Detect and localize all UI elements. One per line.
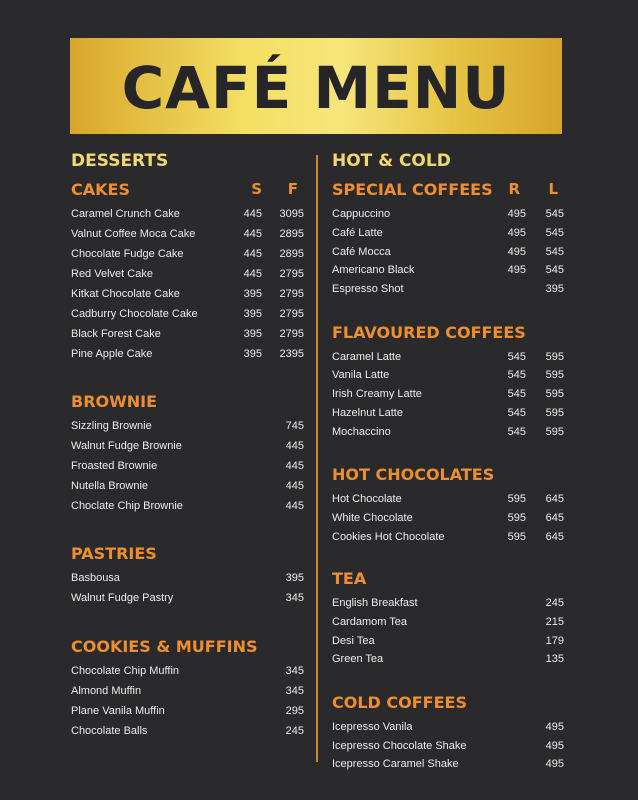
- price-l: 545: [545, 208, 564, 221]
- menu-item: [332, 205, 564, 224]
- price-r: 545: [507, 406, 526, 419]
- item-price: 135: [545, 653, 564, 666]
- item-price: 445: [285, 480, 304, 492]
- item-name: Icepresso Chocolate Shake: [332, 739, 467, 752]
- menu-item: [71, 284, 304, 304]
- menu-item: [332, 631, 564, 650]
- size-label-l: L: [548, 180, 558, 198]
- price-l: 595: [545, 425, 564, 438]
- group-title-hot-cold: HOT & COLD: [332, 151, 451, 171]
- menu-item: [71, 436, 304, 456]
- menu-item: [71, 588, 304, 608]
- item-price: 179: [545, 634, 564, 647]
- price-s: 445: [243, 268, 262, 280]
- menu-item: [332, 509, 564, 528]
- menu-item: [71, 701, 304, 721]
- price-r: 595: [507, 530, 526, 543]
- price-l: 545: [545, 264, 564, 277]
- menu-item: [71, 304, 304, 324]
- item-price: 445: [285, 500, 304, 512]
- item-price: 395: [285, 572, 304, 584]
- menu-item: [332, 718, 564, 737]
- price-f: 2395: [279, 348, 304, 360]
- price-l: 395: [545, 283, 564, 296]
- item-name: Valnut Coffee Moca Cake: [71, 228, 196, 240]
- pastries-list: [71, 568, 304, 608]
- price-r: 545: [507, 388, 526, 401]
- item-name: Walnut Fudge Pastry: [71, 592, 174, 604]
- price-f: 3095: [279, 208, 304, 220]
- menu-item: [71, 721, 304, 741]
- section-tea-header: [332, 567, 564, 591]
- menu-item: [71, 416, 304, 436]
- hot-chocolates-list: [332, 490, 564, 546]
- price-f: 2895: [279, 248, 304, 260]
- section-title: SPECIAL COFFEES: [332, 179, 493, 199]
- menu-item: [332, 736, 564, 755]
- menu-item: [71, 324, 304, 344]
- price-r: 545: [507, 350, 526, 363]
- item-name: Americano Black: [332, 264, 415, 277]
- price-f: 2795: [279, 308, 304, 320]
- price-l: 595: [545, 350, 564, 363]
- item-name: Nutella Brownie: [71, 480, 149, 492]
- item-name: Vanila Latte: [332, 369, 390, 382]
- menu-item: [71, 476, 304, 496]
- price-l: 545: [545, 245, 564, 258]
- price-r: 495: [507, 208, 526, 221]
- size-label-f: F: [287, 180, 298, 198]
- tea-list: [332, 594, 564, 669]
- menu-item: [332, 755, 564, 774]
- menu-item: [71, 244, 304, 264]
- price-l: 645: [545, 530, 564, 543]
- menu-item: [332, 650, 564, 669]
- section-title: HOT CHOCOLATES: [332, 465, 495, 485]
- item-name: Froasted Brownie: [71, 460, 158, 472]
- price-s: 395: [243, 328, 262, 340]
- section-title: COLD COFFEES: [332, 693, 467, 713]
- menu-item: [332, 224, 564, 243]
- price-r: 495: [507, 245, 526, 258]
- item-price: 745: [285, 420, 304, 432]
- item-name: English Breakfast: [332, 597, 418, 610]
- menu-item: [71, 661, 304, 681]
- column-divider: [316, 155, 318, 762]
- item-name: Hot Chocolate: [332, 493, 402, 506]
- menu-item: [332, 613, 564, 632]
- menu-item: [332, 527, 564, 546]
- section-title: BROWNIE: [71, 391, 158, 411]
- menu-item: [71, 344, 304, 364]
- cold-coffees-list: [332, 718, 564, 774]
- item-price: 495: [545, 739, 564, 752]
- price-l: 595: [545, 406, 564, 419]
- section-title: FLAVOURED COFFEES: [332, 322, 526, 342]
- price-l: 645: [545, 493, 564, 506]
- menu-item: [332, 347, 564, 366]
- item-name: Red Velvet Cake: [71, 268, 153, 280]
- section-title: PASTRIES: [71, 543, 157, 563]
- section-cold-coffees-header: [332, 691, 564, 715]
- item-price: 245: [285, 725, 304, 737]
- item-name: Caramel Crunch Cake: [71, 208, 180, 220]
- menu-item: [332, 280, 564, 299]
- special-coffees-list: [332, 205, 564, 298]
- menu-item: [332, 404, 564, 423]
- section-title: TEA: [332, 569, 367, 589]
- size-label-s: S: [251, 180, 262, 198]
- menu-item: [332, 594, 564, 613]
- item-name: Chocolate Balls: [71, 725, 148, 737]
- menu-item: [332, 261, 564, 280]
- price-f: 2895: [279, 228, 304, 240]
- item-price: 345: [285, 685, 304, 697]
- group-title-desserts: DESSERTS: [71, 151, 169, 171]
- item-name: Sizzling Brownie: [71, 420, 152, 432]
- menu-item: [332, 385, 564, 404]
- menu-item: [332, 422, 564, 441]
- item-price: 495: [545, 758, 564, 771]
- price-s: 395: [243, 288, 262, 300]
- menu-item: [71, 681, 304, 701]
- item-price: 445: [285, 460, 304, 472]
- price-r: 545: [507, 425, 526, 438]
- title-banner: [70, 38, 562, 134]
- item-name: Café Latte: [332, 227, 383, 240]
- menu-item: [71, 264, 304, 284]
- menu-item: [332, 242, 564, 261]
- price-l: 645: [545, 511, 564, 524]
- section-pastries-header: [71, 541, 304, 565]
- price-l: 595: [545, 369, 564, 382]
- price-s: 445: [243, 228, 262, 240]
- section-cookies-header: [71, 634, 304, 658]
- item-name: Caramel Latte: [332, 350, 402, 363]
- price-r: 545: [507, 369, 526, 382]
- item-name: Icepresso Vanila: [332, 721, 413, 734]
- item-name: Almond Muffin: [71, 685, 142, 697]
- price-f: 2795: [279, 268, 304, 280]
- item-name: Pine Apple Cake: [71, 348, 153, 360]
- price-r: 595: [507, 493, 526, 506]
- item-name: Basbousa: [71, 572, 120, 584]
- section-brownie-header: [71, 389, 304, 413]
- item-name: White Chocolate: [332, 511, 413, 524]
- item-name: Kitkat Chocolate Cake: [71, 288, 180, 300]
- item-price: 215: [545, 615, 564, 628]
- item-name: Espresso Shot: [332, 283, 404, 296]
- item-name: Desi Tea: [332, 634, 375, 647]
- price-f: 2795: [279, 328, 304, 340]
- cakes-list: [71, 204, 304, 364]
- section-hot-chocolates-header: [332, 463, 564, 487]
- price-r: 595: [507, 511, 526, 524]
- menu-item: [71, 204, 304, 224]
- menu-item: [71, 496, 304, 516]
- item-name: Café Mocca: [332, 245, 391, 258]
- right-column: [332, 150, 564, 774]
- item-price: 345: [285, 592, 304, 604]
- item-name: Cadburry Chocolate Cake: [71, 308, 198, 320]
- item-name: Chocolate Chip Muffin: [71, 665, 180, 677]
- price-r: 495: [507, 227, 526, 240]
- item-name: Black Forest Cake: [71, 328, 161, 340]
- price-l: 595: [545, 388, 564, 401]
- flavoured-coffees-list: [332, 347, 564, 440]
- price-s: 395: [243, 308, 262, 320]
- price-l: 545: [545, 227, 564, 240]
- item-name: Irish Creamy Latte: [332, 388, 422, 401]
- item-name: Walnut Fudge Brownie: [71, 440, 182, 452]
- menu-item: [71, 224, 304, 244]
- section-cakes-header: [71, 177, 304, 201]
- menu-item: [332, 366, 564, 385]
- item-name: Cappuccino: [332, 208, 391, 221]
- price-s: 395: [243, 348, 262, 360]
- item-name: Green Tea: [332, 653, 384, 666]
- brownie-list: [71, 416, 304, 516]
- item-price: 495: [545, 721, 564, 734]
- section-title: COOKIES & MUFFINS: [71, 636, 258, 656]
- price-s: 445: [243, 208, 262, 220]
- item-name: Hazelnut Latte: [332, 406, 403, 419]
- price-f: 2795: [279, 288, 304, 300]
- item-name: Chocolate Fudge Cake: [71, 248, 184, 260]
- item-price: 245: [545, 597, 564, 610]
- menu-item: [332, 490, 564, 509]
- left-column: [71, 150, 304, 741]
- menu-item: [71, 568, 304, 588]
- item-name: Mochaccino: [332, 425, 391, 438]
- item-name: Cookies Hot Chocolate: [332, 530, 445, 543]
- section-flavoured-header: [332, 320, 564, 344]
- item-price: 345: [285, 665, 304, 677]
- item-price: 445: [285, 440, 304, 452]
- menu-item: [71, 456, 304, 476]
- section-title: CAKES: [71, 179, 130, 199]
- cookies-list: [71, 661, 304, 741]
- item-name: Plane Vanila Muffin: [71, 705, 165, 717]
- item-name: Icepresso Caramel Shake: [332, 758, 459, 771]
- menu-title: CAFÉ MENU: [121, 54, 511, 122]
- item-name: Choclate Chip Brownie: [71, 500, 183, 512]
- price-r: 495: [507, 264, 526, 277]
- item-price: 295: [285, 705, 304, 717]
- price-s: 445: [243, 248, 262, 260]
- item-name: Cardamom Tea: [332, 615, 407, 628]
- size-label-r: R: [508, 180, 520, 198]
- section-special-header: [332, 177, 564, 201]
